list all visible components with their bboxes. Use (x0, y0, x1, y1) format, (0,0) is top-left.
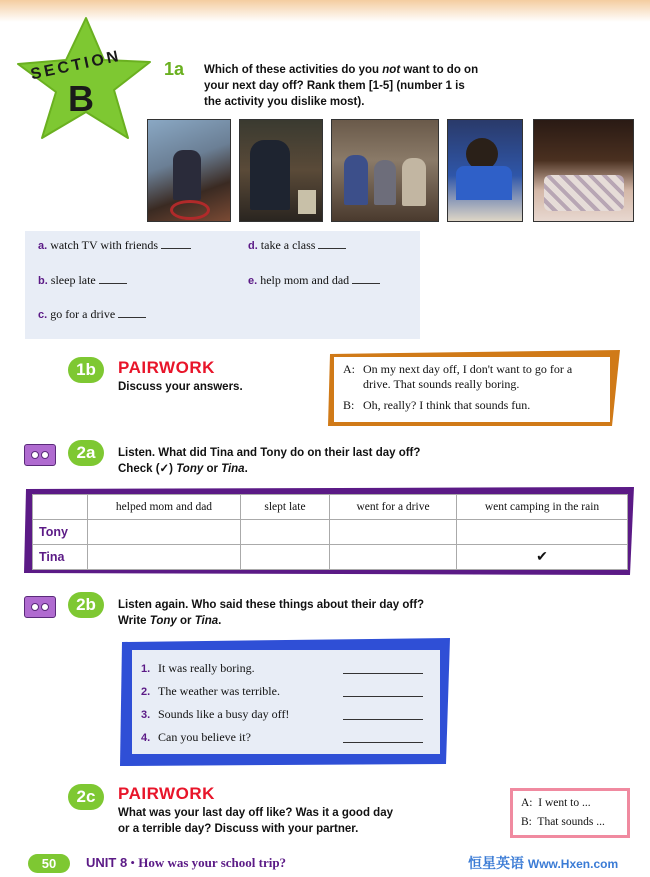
exercise-badge-1a: 1a (163, 58, 185, 79)
instruction-2c: What was your last day off like? Was it a good day or a terrible day? Discuss with your partner. (118, 807, 393, 835)
row-label: Tina (33, 545, 88, 570)
list-item: 4. Can you believe it? (141, 726, 431, 749)
photo-friends-biking (147, 119, 231, 222)
pairwork-title-2c: PAIRWORK (118, 784, 215, 803)
check-cell[interactable] (330, 520, 457, 545)
audio-tape-icon-2a[interactable] (24, 444, 56, 466)
answer-blank-2b-2[interactable] (343, 686, 423, 697)
page-number: 50 (28, 854, 70, 873)
check-cell[interactable] (88, 520, 241, 545)
answer-blank-a[interactable] (161, 248, 191, 249)
answer-blank-c[interactable] (118, 317, 146, 318)
activity-item-e: e. help mom and dad (248, 273, 380, 288)
pairwork-title-1b: PAIRWORK (118, 358, 215, 377)
answer-blank-2b-1[interactable] (343, 663, 423, 674)
column-header: went for a drive (330, 495, 457, 520)
section-label: SECTION (29, 47, 123, 84)
activity-item-b: b. sleep late (38, 273, 127, 288)
table-header-row (33, 495, 628, 520)
activity-item-d: d. take a class (248, 238, 346, 253)
activity-item-c: c. go for a drive (38, 307, 146, 322)
answer-blank-b[interactable] (99, 283, 127, 284)
exercise-badge-2b: 2b (68, 592, 104, 618)
check-cell[interactable] (241, 545, 330, 570)
instruction-2b: Listen again. Who said these things about their day off? Write Tony or Tina. (118, 599, 425, 627)
instruction-1b: Discuss your answers. (118, 381, 243, 393)
table-corner (33, 495, 88, 520)
answer-blank-2b-3[interactable] (343, 709, 423, 720)
table-row (33, 545, 628, 570)
check-cell[interactable] (241, 520, 330, 545)
check-cell[interactable] (457, 520, 628, 545)
instruction-2a: Listen. What did Tina and Tony do on their last day off? Check (✓) Tony or Tina. (118, 447, 421, 475)
footer-unit: UNIT 8 • How was your school trip? (86, 855, 287, 870)
instruction-1a: Which of these activities do you not want to do on your next day off? Rank them [1-5] (number 1 is the activity you dislike most). (204, 64, 479, 108)
dialog-1b: A: On my next day off, I don't want to go for a drive. That sounds really boring. B: Oh, really? I think that sounds fun. (343, 362, 573, 412)
audio-tape-icon-2b[interactable] (24, 596, 56, 618)
photo-helping-parents (239, 119, 323, 222)
check-cell[interactable] (330, 545, 457, 570)
table-row (33, 520, 628, 545)
answer-blank-d[interactable] (318, 248, 346, 249)
photo-watch-tv-group (331, 119, 439, 222)
list-item: 3. Sounds like a busy day off! (141, 703, 431, 726)
watermark: 恒星英语 Www.Hxen.com (468, 855, 619, 871)
column-header: went camping in the rain (457, 495, 628, 520)
exercise-badge-1b: 1b (68, 357, 104, 383)
check-cell[interactable]: ✔ (457, 545, 628, 570)
list-item: 1. It was really boring. (141, 657, 431, 680)
dialog-box-2c: A: I went to ... B: That sounds ... (510, 788, 630, 838)
section-letter: B (68, 78, 94, 119)
answer-blank-2b-4[interactable] (343, 732, 423, 743)
check-cell[interactable] (88, 545, 241, 570)
activity-item-a: a. watch TV with friends (38, 238, 191, 253)
photo-sleeping-late (533, 119, 634, 222)
answer-blank-e[interactable] (352, 283, 380, 284)
quote-list-2b (141, 657, 431, 749)
photo-studying-class (447, 119, 523, 222)
list-item: 2. The weather was terrible. (141, 680, 431, 703)
row-label: Tony (33, 520, 88, 545)
exercise-badge-2a: 2a (68, 440, 104, 466)
table-2a (32, 494, 628, 570)
exercise-badge-2c: 2c (68, 784, 104, 810)
column-header: slept late (241, 495, 330, 520)
column-header: helped mom and dad (88, 495, 241, 520)
